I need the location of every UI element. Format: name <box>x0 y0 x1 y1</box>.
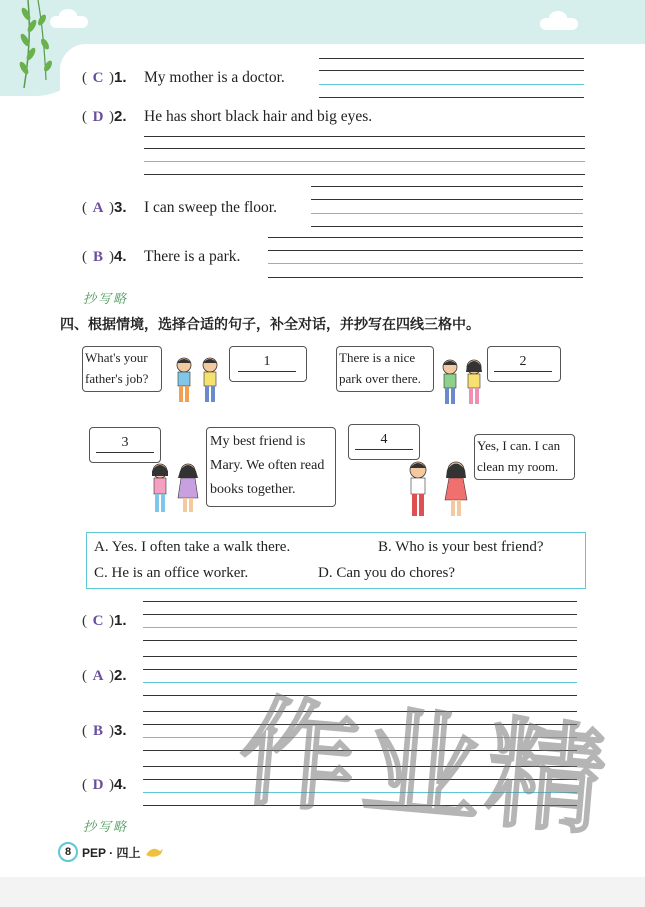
writing-line <box>144 148 585 149</box>
writing-line-baseline <box>144 161 585 162</box>
answer-label-4: ( B )4. <box>82 248 127 265</box>
section-title: 四、根据情境，选择合适的句子，补全对话，并抄写在四线三格中。 <box>60 317 480 333</box>
sentence-1: My mother is a doctor. <box>144 69 285 86</box>
speech-bubble-question: What's your father's job? <box>82 346 162 392</box>
writing-line <box>311 186 583 187</box>
writing-line <box>319 58 584 59</box>
item-number: 3. <box>114 722 127 739</box>
writing-line-baseline <box>268 263 583 264</box>
two-girls-icon <box>148 462 204 518</box>
watermark-text: 作业精 <box>233 682 617 852</box>
writing-line-baseline <box>319 84 584 85</box>
two-kids-icon <box>438 358 488 410</box>
answer-label-2: ( D )2. <box>82 108 127 125</box>
sentence-4: There is a park. <box>144 248 241 265</box>
writing-line <box>311 199 583 200</box>
item-number: 3. <box>114 199 127 216</box>
writing-line <box>143 640 577 641</box>
page-footer <box>58 842 164 862</box>
willow-branch-icon <box>8 0 58 90</box>
writing-line <box>144 136 585 137</box>
answer-label-3: ( A )3. <box>82 199 127 216</box>
writing-line <box>268 237 583 238</box>
boy-and-girl-icon <box>404 460 474 522</box>
answer-label-p2-2: ( A )2. <box>82 667 127 684</box>
option-a: A. Yes. I often take a walk there. <box>94 539 291 555</box>
answer-label-p2-3: ( B )3. <box>82 722 127 739</box>
blank-bubble-3 <box>89 427 161 463</box>
item-number: 4. <box>114 248 127 265</box>
writing-line <box>268 277 583 278</box>
writing-line <box>143 614 577 615</box>
answer-label-1: ( C )1. <box>82 69 127 86</box>
sentence-3: I can sweep the floor. <box>144 199 277 216</box>
answer-letter: B <box>92 723 103 739</box>
writing-line <box>268 250 583 251</box>
writing-line <box>143 601 577 602</box>
option-d: D. Can you do chores? <box>318 565 456 581</box>
writing-line-baseline <box>143 627 577 628</box>
series-label: PEP · 四上 <box>82 845 141 860</box>
bottom-bar <box>0 877 645 907</box>
item-number: 2. <box>114 667 127 684</box>
writing-line <box>319 97 584 98</box>
item-number: 1. <box>114 612 127 629</box>
writing-line-baseline <box>311 213 583 214</box>
writing-line <box>319 70 584 71</box>
options-box <box>86 532 586 589</box>
blank-bubble-1 <box>229 346 307 382</box>
item-number: 2. <box>114 108 127 125</box>
two-kids-icon <box>172 356 224 408</box>
blank-number: 4 <box>355 431 413 450</box>
answer-letter: D <box>92 777 104 793</box>
item-number: 4. <box>114 776 127 793</box>
bird-icon <box>144 845 164 859</box>
answer-letter: D <box>92 109 104 125</box>
blank-bubble-2 <box>487 346 561 382</box>
option-b: B. Who is your best friend? <box>378 539 544 555</box>
speech-bubble-statement: There is a nice park over there. <box>336 346 434 392</box>
answer-letter: A <box>92 668 104 684</box>
answer-label-p2-4: ( D )4. <box>82 776 127 793</box>
option-c: C. He is an office worker. <box>94 565 249 581</box>
answer-letter: C <box>92 70 104 86</box>
writing-line <box>311 226 583 227</box>
writing-line <box>143 656 577 657</box>
speech-bubble-reply: Yes, I can. I can clean my room. <box>474 434 575 480</box>
blank-number: 2 <box>494 353 552 372</box>
answer-letter: B <box>92 249 103 265</box>
writing-line <box>144 174 585 175</box>
blank-number: 3 <box>96 434 154 453</box>
speech-bubble-reply: My best friend is Mary. We often read books together. <box>206 427 336 507</box>
answer-label-p2-1: ( C )1. <box>82 612 127 629</box>
blank-number: 1 <box>238 353 296 372</box>
copy-omitted-note: 抄写略 <box>83 291 129 306</box>
answer-letter: A <box>92 200 104 216</box>
answer-letter: C <box>92 613 104 629</box>
sentence-2: He has short black hair and big eyes. <box>144 108 373 125</box>
page-number: 8 <box>58 842 78 862</box>
cloud-icon <box>540 18 578 30</box>
copy-omitted-note: 抄写略 <box>83 819 129 834</box>
blank-bubble-4 <box>348 424 420 460</box>
item-number: 1. <box>114 69 127 86</box>
